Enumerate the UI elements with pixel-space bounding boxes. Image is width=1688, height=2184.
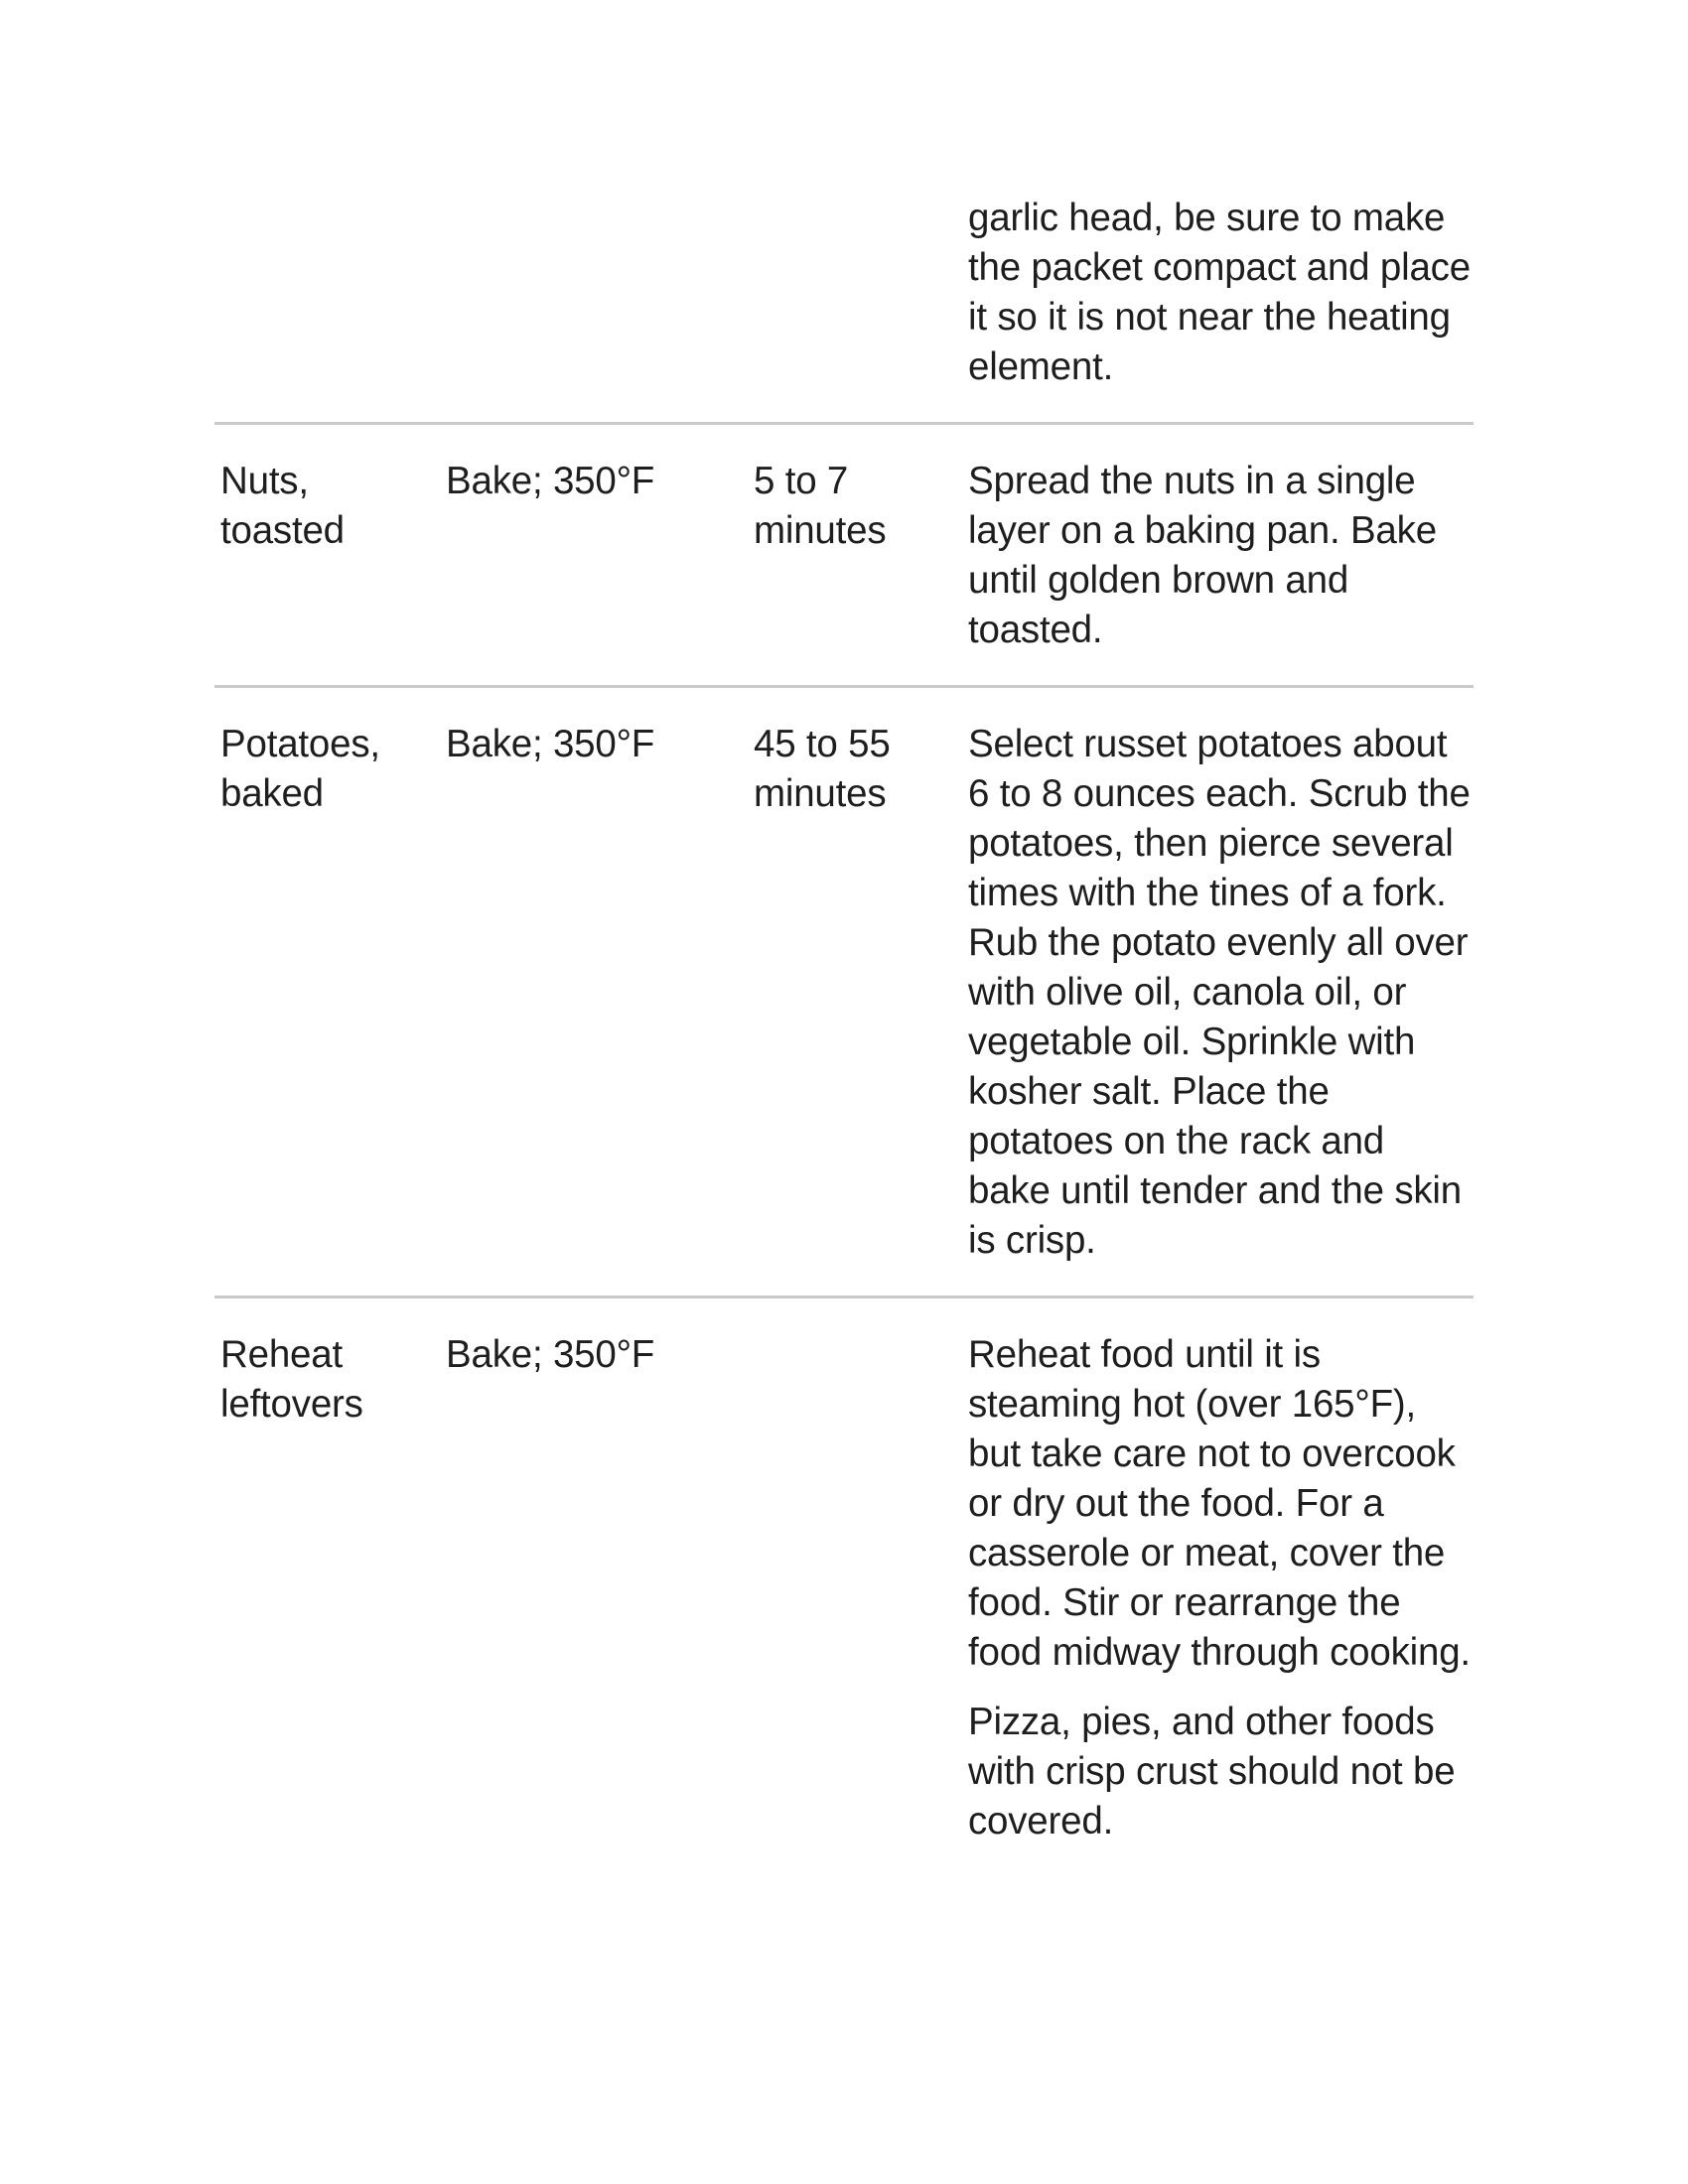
notes-text: garlic head, be sure to make the packet compact and place it so it is not near the heating element. bbox=[968, 197, 1471, 388]
mode-cell: Bake; 350°F bbox=[446, 1333, 655, 1376]
food-cell: Reheat leftovers bbox=[220, 1333, 363, 1426]
notes-cell bbox=[966, 1330, 1474, 1846]
table-row-continuation bbox=[214, 194, 1474, 425]
notes-text: Select russet potatoes about 6 to 8 ounces each. Scrub the potatoes, then pierce several times with the tines of a fork. Rub the potato evenly all over with olive oil, canola oil, or vegetable oil. Sprinkle with kosher salt. Place the potatoes on the rack and bake until tender and the skin is crisp. bbox=[968, 723, 1471, 1262]
notes-text: Pizza, pies, and other foods with crisp crust should not be covered. bbox=[968, 1701, 1456, 1843]
table-row-nuts bbox=[214, 425, 1474, 688]
table-row-potatoes bbox=[214, 688, 1474, 1298]
notes-cell bbox=[966, 194, 1474, 392]
mode-cell: Bake; 350°F bbox=[446, 723, 655, 765]
table-row-leftovers bbox=[214, 1298, 1474, 1876]
mode-cell: Bake; 350°F bbox=[446, 460, 655, 502]
food-cell: Nuts, toasted bbox=[220, 460, 345, 552]
time-cell: 5 to 7 minutes bbox=[754, 460, 887, 552]
notes-text: Spread the nuts in a single layer on a baking pan. Bake until golden brown and toasted. bbox=[968, 460, 1437, 651]
cooking-guide-table bbox=[214, 194, 1474, 1876]
notes-cell bbox=[966, 720, 1474, 1266]
food-cell: Potatoes, baked bbox=[220, 723, 380, 815]
notes-text: Reheat food until it is steaming hot (over 165°F), but take care not to overcook or dry out the food. For a casserole or meat, cover the food. Stir or rearrange the food midway through cooking. bbox=[968, 1333, 1471, 1674]
time-cell: 45 to 55 minutes bbox=[754, 723, 891, 815]
notes-cell bbox=[966, 457, 1474, 655]
